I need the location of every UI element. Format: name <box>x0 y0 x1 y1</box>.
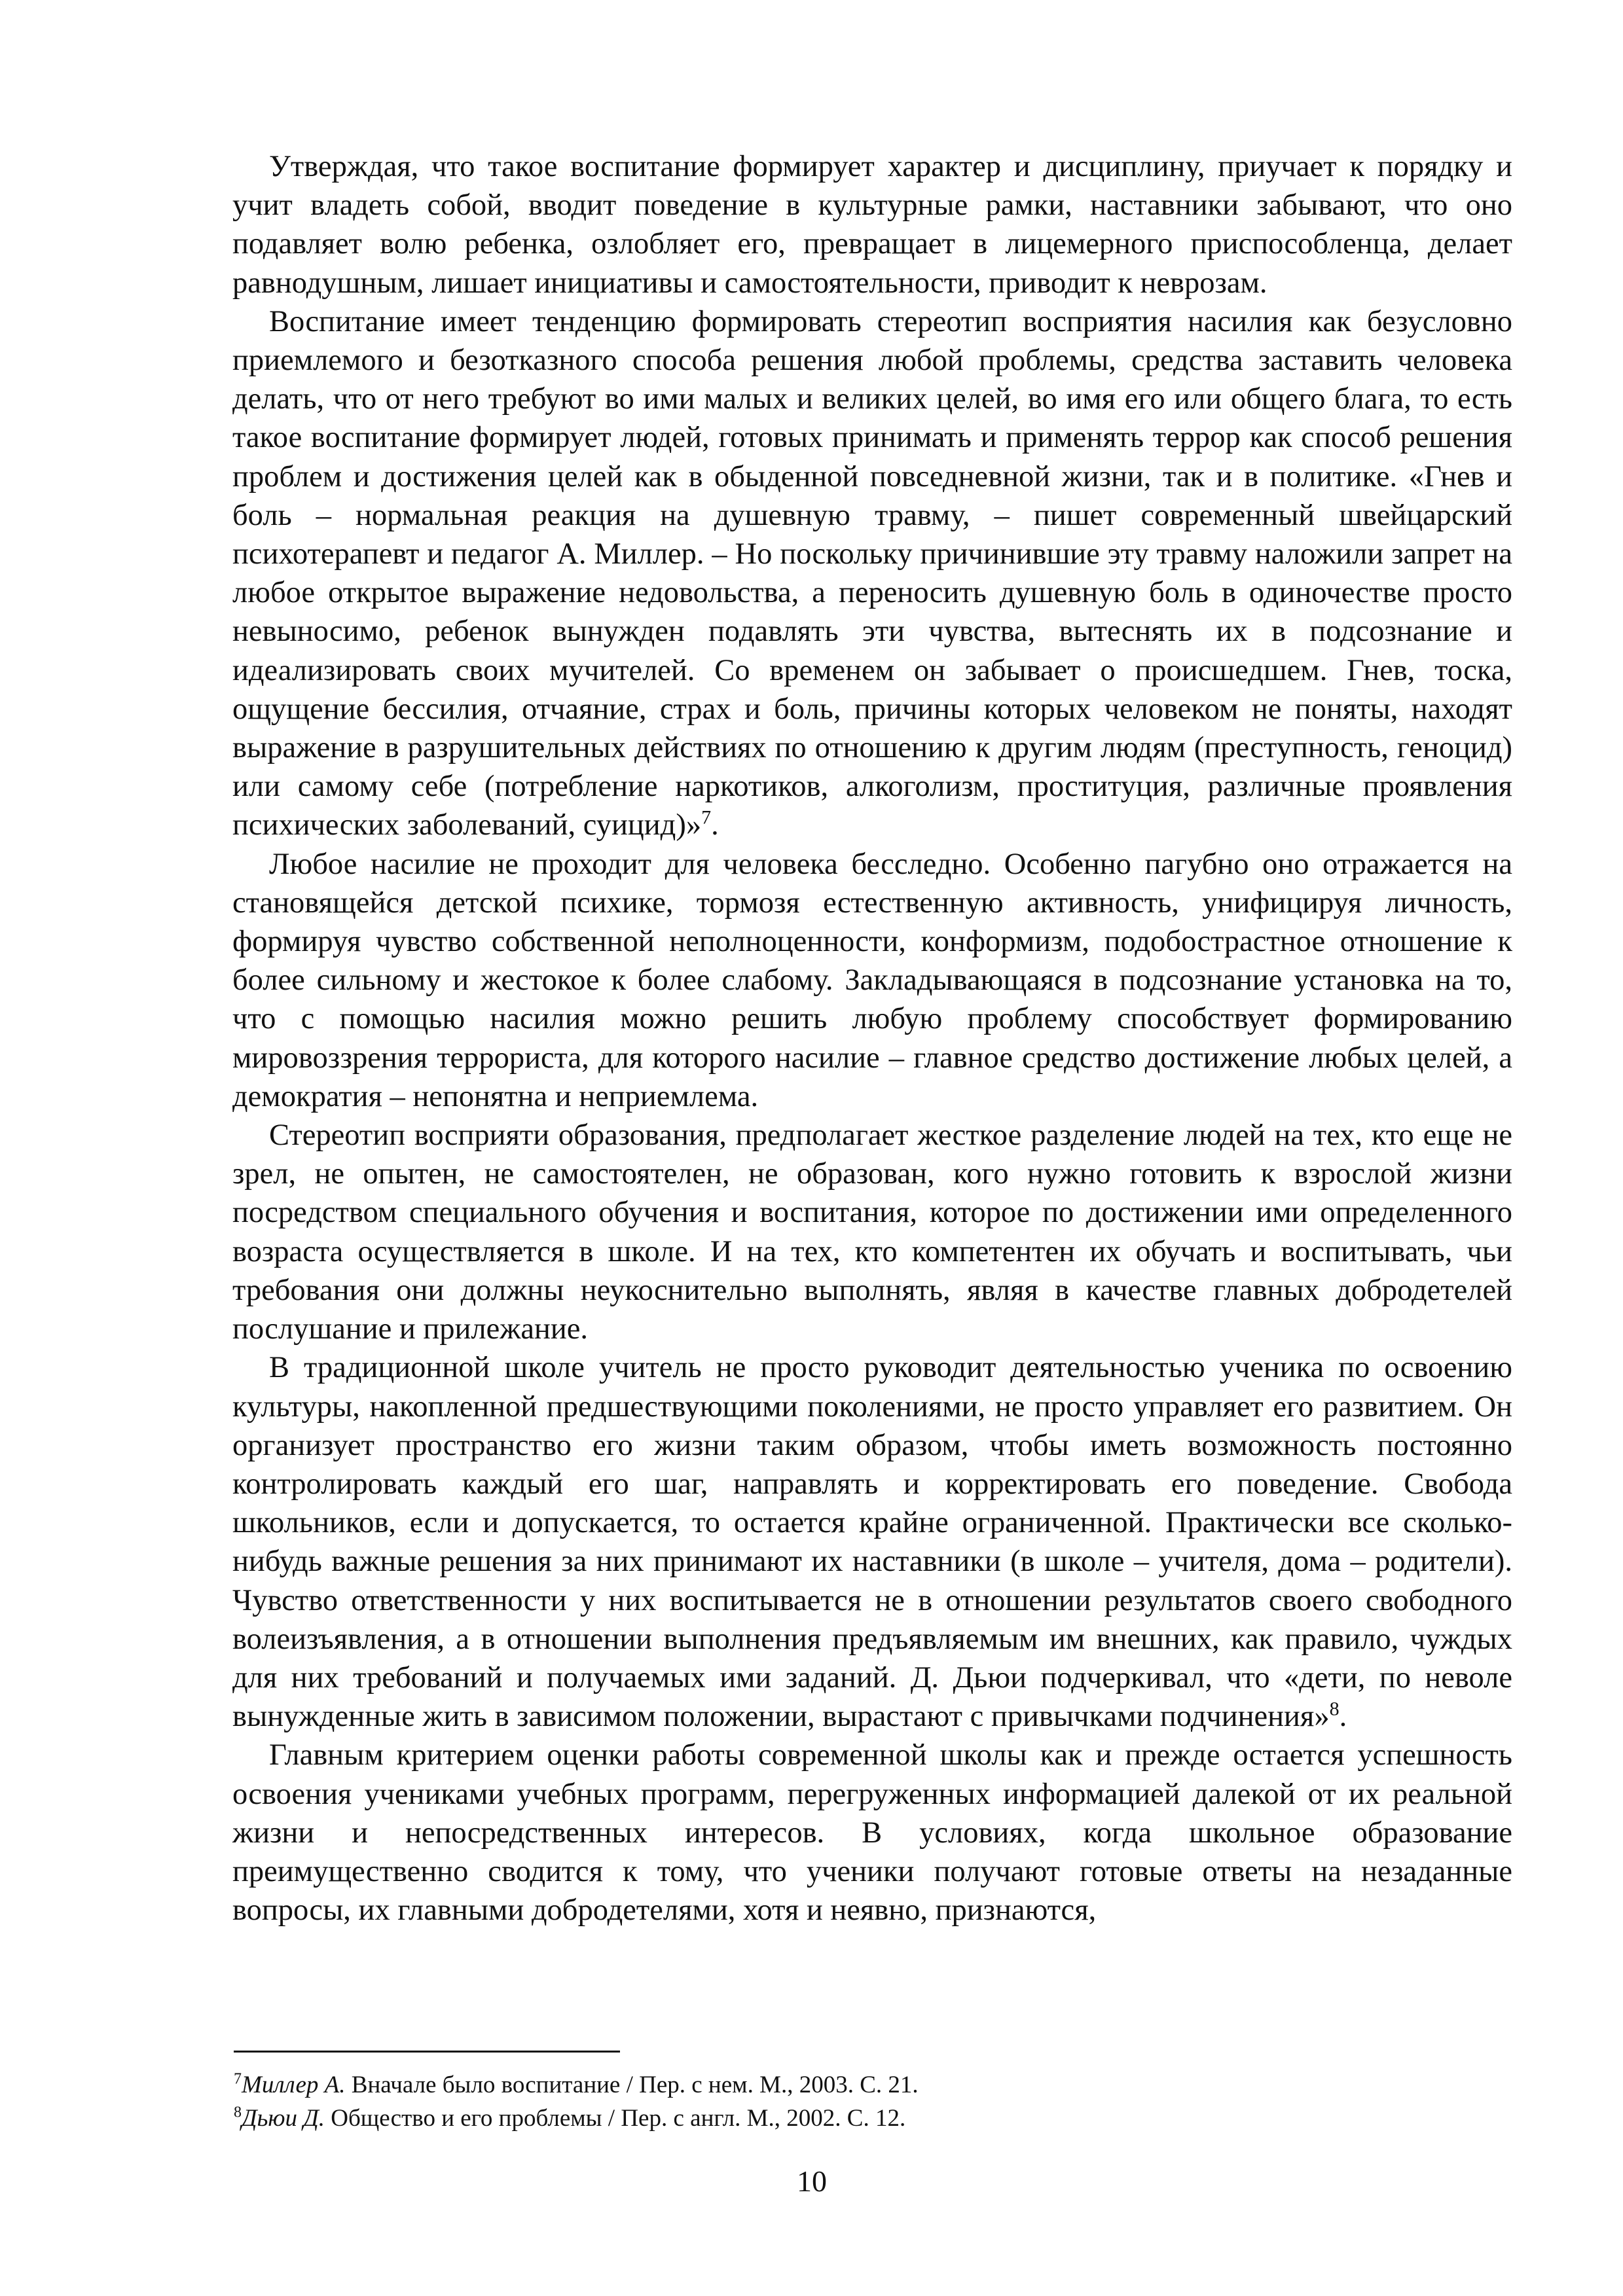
footnote-7 <box>234 2068 1510 2102</box>
body-text <box>232 147 1512 1929</box>
footnote-ref-7[interactable]: 7 <box>701 806 712 829</box>
paragraph-5: В традиционной школе учитель не просто руководит деятельностью ученика по освоению культуры, накопленной предшествующими поколениями, не просто управляет его развитием. Он организует пространство его жизни таким образом, чтобы иметь возможность постоянно контролировать каждый его шаг, направлять и корректировать его поведение. Свобода школьников, если и допускается, то остается крайне ограниченной. Практически все сколько-нибудь важные решения за них принимают их наставники (в школе – учителя, дома – родители). Чувство ответственности у них воспитывается не в отношении результатов своего свободного волеизъявления, а в отношении выполнения предъявляемым им внешних, как правило, чуждых для них требований и получаемых ими заданий. Д. Дьюи подчеркивал, что «дети, по неволе вынужденные жить в зависимом положении, вырастают с привычками подчинения»$^8$. <box>232 1351 1512 1734</box>
footnote-text: Вначале было воспитание / Пер. с нем. М., 2003. С. 21. <box>345 2072 919 2098</box>
paragraph-6: Главным критерием оценки работы современной школы как и прежде остается успешность освоения учениками учебных программ, перегруженных информацией далекой от их реальной жизни и непосредственных интересов. В условиях, когда школьное образование преимущественно сводится к тому, что ученики получают готовые ответы на незаданные вопросы, их главными добродетелями, хотя и неявно, признаются, <box>232 1738 1512 1928</box>
footnote-text: Общество и его проблемы / Пер. с англ. М., 2002. С. 12. <box>325 2105 906 2132</box>
paragraph-2: Воспитание имеет тенденцию формировать стереотип восприятия насилия как безусловно приемлемого и безотказного способа решения любой проблемы, средства заставить человека делать, что от него требуют во ими малых и великих целей, во имя его или общего блага, то есть такое воспитание формирует людей, готовых принимать и применять террор как способ решения проблем и достижения целей как в обыденной повседневной жизни, так и в политике. «Гнев и боль – нормальная реакция на душевную травму, – пишет современный швейцарский психотерапевт и педагог А. Миллер. – Но поскольку причинившие эту травму наложили запрет на любое открытое выражение недовольства, а переносить душевную боль в одиночестве просто невыносимо, ребенок вынужден подавлять эти чувства, вытеснять их в подсознание и идеализировать своих мучителей. Со временем он забывает о происшедшем. Гнев, тоска, ощущение бессилия, отчаяние, страх и боль, причины которых человеком не поняты, находят выражение в разрушительных действиях по отношению к другим людям (преступность, геноцид) или самому себе (потребление наркотиков, алкоголизм, проституция, различные проявления психических заболеваний, суицид)»$^7$. <box>232 304 1512 842</box>
footnote-divider <box>234 2051 620 2053</box>
footnote-number: 8 <box>234 2104 242 2121</box>
footnote-author: Миллер А. <box>242 2072 346 2098</box>
paragraph-4: Стереотип восприяти образования, предполагает жесткое разделение людей на тех, кто еще не зрел, не опытен, не самостоятелен, не образован, кого нужно готовить к взрослой жизни посредством специального обучения и воспитания, которое по достижении ими определенного возраста осуществляется в школе. И на тех, кто компетентен их обучать и воспитывать, чьи требования они должны неукоснительно выполнять, являя в качестве главных добродетелей послушание и прилежание. <box>232 1119 1512 1346</box>
footnote-author: Дьюи Д. <box>242 2105 325 2132</box>
paragraph-3: Любое насилие не проходит для человека бесследно. Особенно пагубно оно отражается на становящейся детской психике, тормозя естественную активность, унифицируя личность, формируя чувство собственной неполноценности, конформизм, подобострастное отношение к более сильному и жестокое к более слабому. Закладывающаяся в подсознание установка на то, что с помощью насилия можно решить любую проблему способствует формированию мировоззрения террориста, для которого насилие – главное средство достижение любых целей, а демократия – непонятна и неприемлема. <box>232 847 1512 1113</box>
paragraph-1: Утверждая, что такое воспитание формирует характер и дисциплину, приучает к порядку и учит владеть собой, вводит поведение в культурные рамки, наставники забывают, что оно подавляет волю ребенка, озлобляет его, превращает в лицемерного приспособленца, делает равнодушным, лишает инициативы и самостоятельности, приводит к неврозам. <box>232 150 1512 300</box>
footnote-ref-8[interactable]: 8 <box>1329 1698 1340 1720</box>
footnotes <box>234 2068 1510 2135</box>
footnote-8 <box>234 2102 1510 2135</box>
footnote-number: 7 <box>234 2070 242 2088</box>
page-number: 10 <box>797 2164 827 2198</box>
